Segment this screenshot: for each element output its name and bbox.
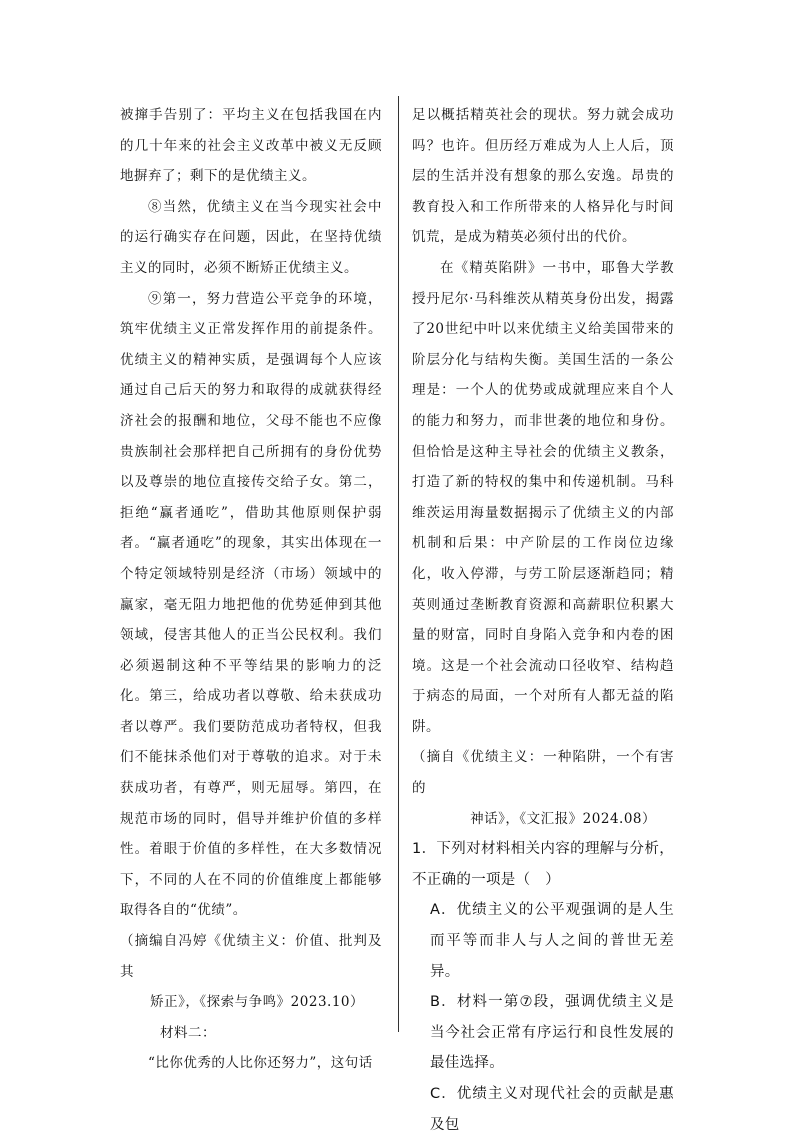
- source-citation-1: [120, 926, 382, 1018]
- question-1-stem: 1．下列对材料相关内容的理解与分析，不正确的一项是（ ）: [412, 841, 674, 888]
- paragraph-7-tail: 被撺手告别了：平均主义在包括我国在内的几十年来的社会主义改革中被义无反顾地摒弃了；剩下的是优绩主义。: [120, 107, 382, 185]
- column-divider: [398, 96, 399, 1032]
- material-two-paragraph-2: 在《精英陷阱》一书中，耶鲁大学教授丹尼尔·马科维茨从精英身份出发，揭露了20世纪中叶以来优绩主义给美国带来的阶层分化与结构失衡。美国生活的一条公理是：一个人的优势或成就理应来自个人的能力和努力，而非世袭的地位和身份。但恰恰是这种主导社会的优绩主义教条，打造了新的特权的集中和传递机制。马科维茨运用海量数据揭示了优绩主义的内部机制和后果：中产阶层的工作岗位边缘化，收入停滞，与劳工阶层逐渐趋同；精英则通过垄断教育资源和高薪职位积累大量的财富，同时自身陷入竞争和内卷的困境。这是一个社会流动口径收窄、结构趋于病态的局面，一个对所有人都无益的陷阱。: [412, 259, 674, 735]
- source-citation-1-line1: （摘编自冯婷《优绩主义：价值、批判及其: [120, 933, 382, 980]
- source-citation-2: [412, 742, 674, 834]
- paragraph-8: ⑧当然，优绩主义在当今现实社会中的运行确实存在问题，因此，在坚持优绩主义的同时，必须不断矫正优绩主义。: [120, 198, 382, 276]
- question-1-option-c: C．优绩主义对现代社会的贡献是惠及包: [430, 1086, 674, 1133]
- question-1-option-a: A．优绩主义的公平观强调的是人生而平等而非人与人之间的普世无差异。: [430, 902, 674, 980]
- question-1-option-b: B．材料一第⑦段，强调优绩主义是当今社会正常有序运行和良性发展的最佳选择。: [430, 994, 674, 1072]
- paragraph-9: ⑨第一，努力营造公平竞争的环境，筑牢优绩主义正常发挥作用的前提条件。优绩主义的精神实质，是强调每个人应该通过自己后天的努力和取得的成就获得经济社会的报酬和地位，父母不能也不应像贵族制社会那样把自己所拥有的身份优势以及尊崇的地位直接传交给子女。第二，拒绝“赢者通吃”，借助其他原则保护弱者。“赢者通吃”的现象，其实出体现在一个特定领域特别是经济（市场）领域中的赢家，毫无阻力地把他的优势延伸到其他领域，侵害其他人的正当公民权利。我们必须遏制这种不平等结果的影响力的泛化。第三，给成功者以尊敬、给未获成功者以尊严。我们要防范成功者特权，但我们不能抹杀他们对于尊敬的追求。对于未获成功者，有尊严，则无屈辱。第四，在规范市场的同时，倡导并维护价值的多样性。着眼于价值的多样性，在大多数情况下，不同的人在不同的价值维度上都能够取得各自的“优绩”。: [120, 290, 382, 919]
- right-column: [412, 100, 674, 1140]
- material-two-paragraph-1-cont: 足以概括精英社会的现状。努力就会成功吗？也许。但历经万难成为人上人后，顶层的生活并没有想象的那么安逸。昂贵的教育投入和工作所带来的人格异化与时间饥荒，是成为精英必须付出的代价。: [412, 107, 674, 246]
- source-citation-2-line1: （摘自《优绩主义：一种陷阱，一个有害的: [412, 749, 674, 797]
- source-citation-1-line2: 矫正》，《探索与争鸣》2023.10）: [150, 994, 364, 1011]
- material-two-label: 材料二：: [160, 1024, 216, 1041]
- source-citation-2-line2: 神话》，《文汇报》2024.08）: [470, 810, 656, 827]
- material-two-paragraph-1: “比你优秀的人比你还努力”，这句话: [148, 1055, 373, 1072]
- left-column: [120, 100, 382, 1079]
